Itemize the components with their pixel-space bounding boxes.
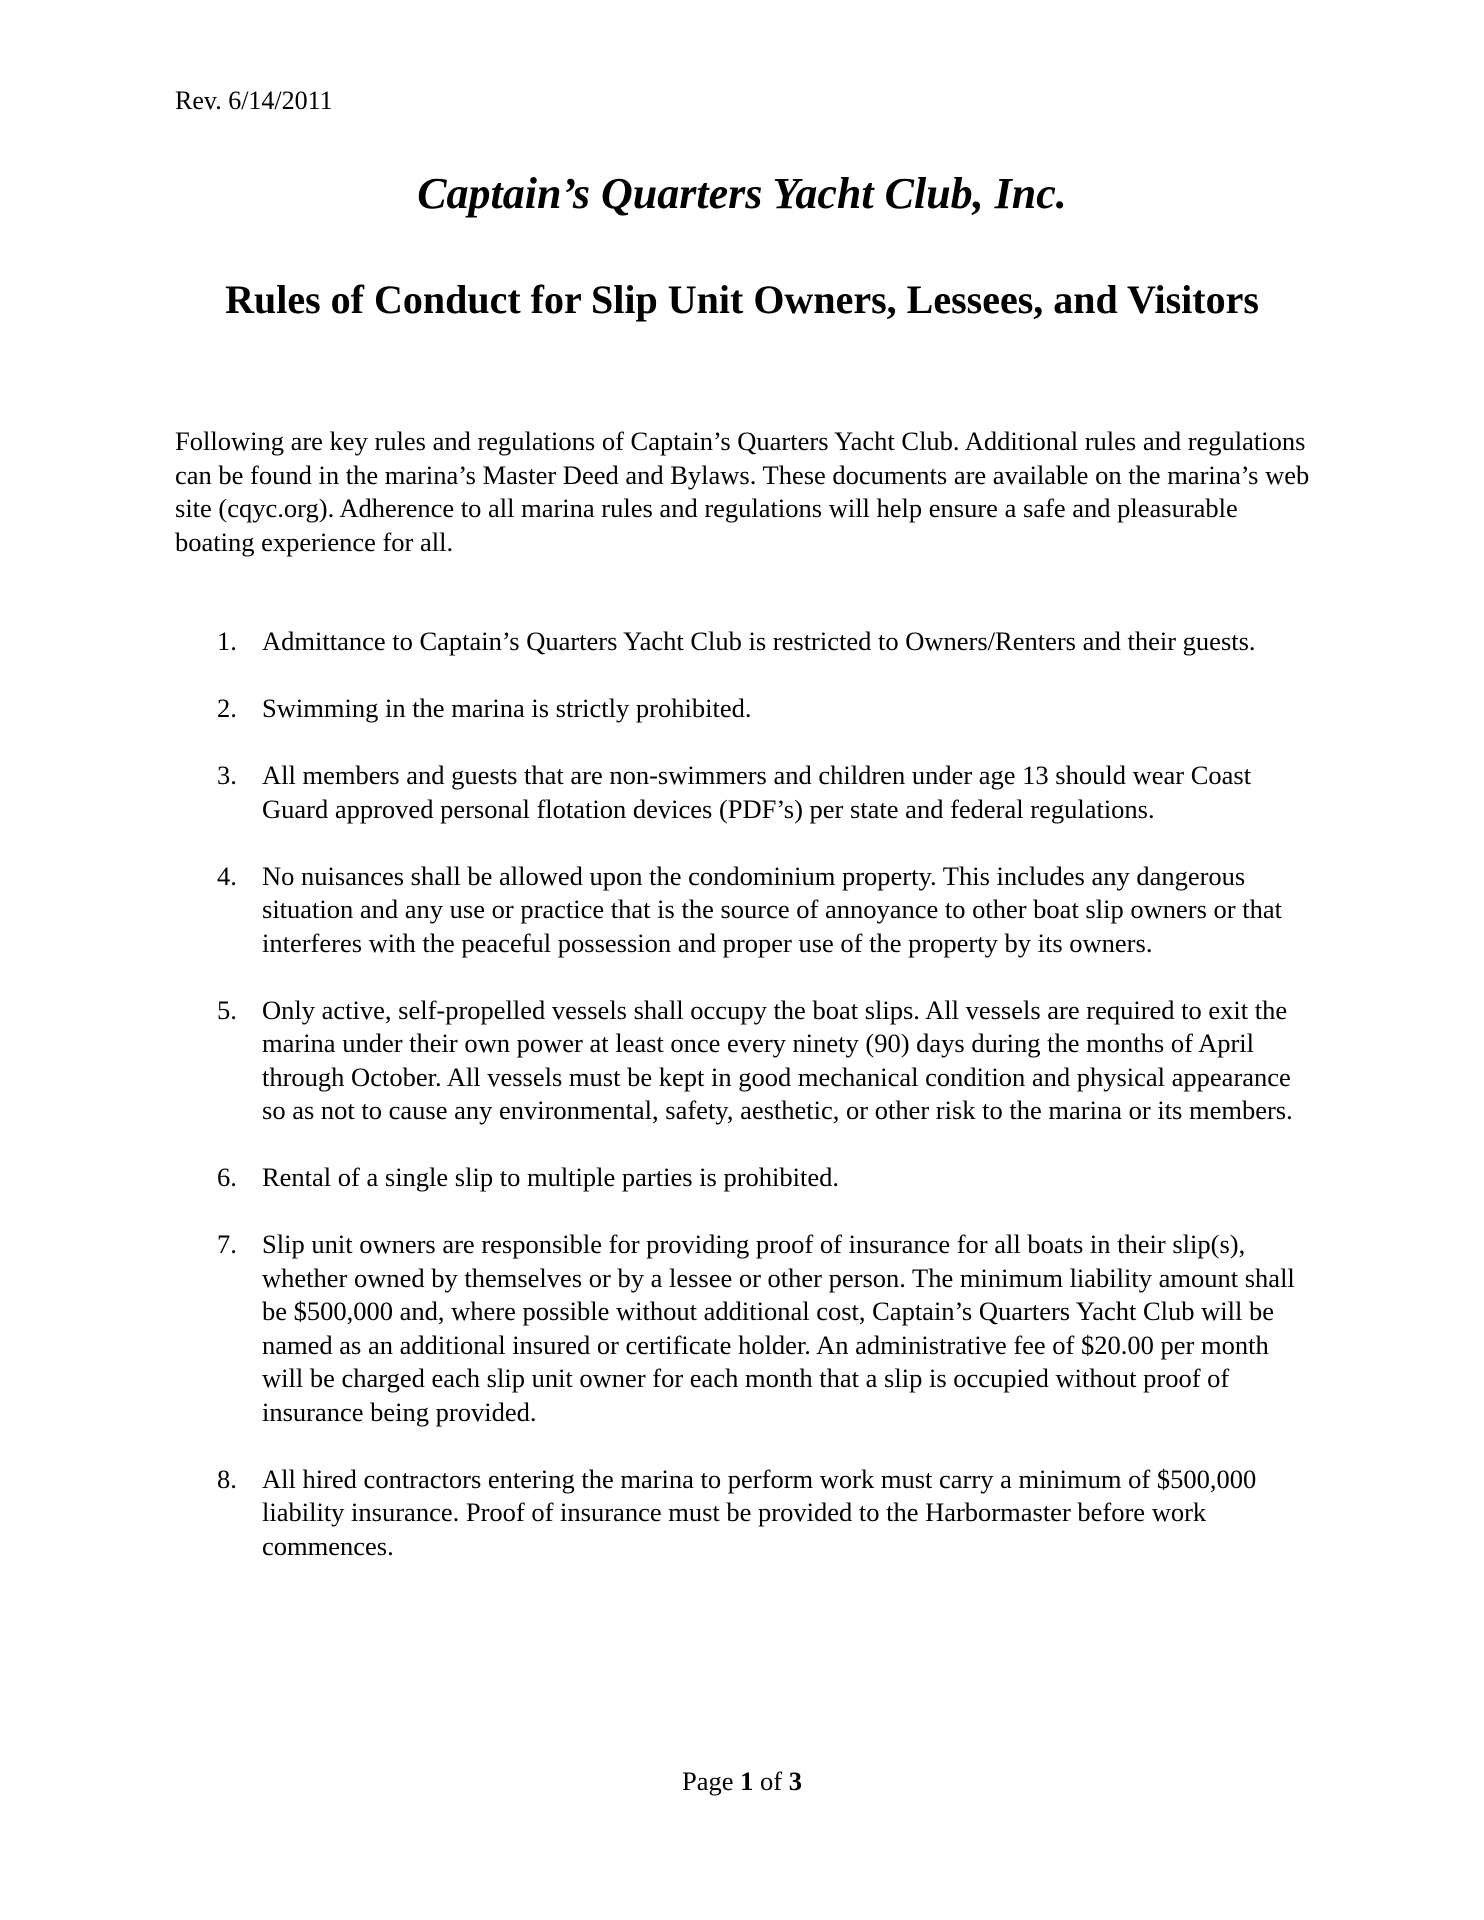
- rule-number: 3.: [217, 760, 237, 790]
- rule-number: 8.: [217, 1463, 237, 1494]
- rule-text: Rental of a single slip to multiple parties is prohibited.: [262, 1162, 840, 1192]
- page-label: Page: [682, 1766, 734, 1796]
- rule-number: 4.: [217, 860, 237, 891]
- rule-number: 7.: [217, 1229, 237, 1259]
- rule-text: Only active, self-propelled vessels shall occupy the boat slips. All vessels are required to exit the marina under their own power at least once every ninety (90) days during the months of April through October. All vessels must be kept in good mechanical condition and physical appearance so as not to cause any environmental, safety, aesthetic, or other risk to the marina or its members.: [262, 994, 1293, 1125]
- rule-text: All hired contractors entering the marina to perform work must carry a minimum of $500,000 liability insurance. Proof of insurance must be provided to the Harbormaster before work commences.: [262, 1463, 1257, 1561]
- rule-item-3: [175, 759, 1315, 826]
- organization-title: Captain’s Quarters Yacht Club, Inc.: [417, 169, 1067, 218]
- rule-number: 5.: [217, 994, 237, 1025]
- rule-number: 2.: [217, 693, 237, 723]
- document-title: Rules of Conduct for Slip Unit Owners, Lessees, and Visitors: [225, 277, 1259, 322]
- rule-item-7: [175, 1228, 1315, 1429]
- rule-text: Admittance to Captain’s Quarters Yacht Club is restricted to Owners/Renters and their guests.: [262, 626, 1256, 656]
- page-footer: [0, 1765, 1484, 1797]
- rule-text: Slip unit owners are responsible for providing proof of insurance for all boats in their slip(s), whether owned by themselves or by a lessee or other person. The minimum liability amount shall be $500,000 and, where possible without additional cost, Captain’s Quarters Yacht Club will be named as an additional insured or certificate holder. An administrative fee of $20.00 per month will be charged each slip unit owner for each month that a slip is occupied without proof of insurance being provided.: [262, 1229, 1295, 1427]
- rule-item-1: [175, 625, 1315, 659]
- intro-paragraph: Following are key rules and regulations of Captain’s Quarters Yacht Club. Additional rules and regulations can be found in the marina’s Master Deed and Bylaws. These documents are available on the marina’s web site (cqyc.org). Adherence to all marina rules and regulations will help ensure a safe and pleasurable boating experience for all.: [175, 426, 1310, 557]
- revision-date: Rev. 6/14/2011: [175, 86, 333, 115]
- rule-item-5: [175, 994, 1315, 1128]
- current-page-number: 1: [740, 1766, 754, 1796]
- total-pages-number: 3: [788, 1766, 802, 1796]
- of-label: of: [760, 1766, 783, 1796]
- rule-text: Swimming in the marina is strictly prohibited.: [262, 693, 752, 723]
- rule-number: 6.: [217, 1162, 237, 1192]
- rule-item-6: [175, 1161, 1315, 1195]
- rule-text: All members and guests that are non-swimmers and children under age 13 should wear Coast Guard approved personal flotation devices (PDF’s) per state and federal regulations.: [262, 760, 1252, 824]
- rule-item-2: [175, 692, 1315, 726]
- rule-item-8: [175, 1463, 1315, 1564]
- rule-text: No nuisances shall be allowed upon the condominium property. This includes any dangerous situation and any use or practice that is the source of annoyance to other boat slip owners or that interferes with the peaceful possession and proper use of the property by its owners.: [262, 860, 1282, 958]
- rule-number: 1.: [217, 626, 237, 656]
- rules-list: [175, 625, 1315, 1597]
- rule-item-4: [175, 860, 1315, 961]
